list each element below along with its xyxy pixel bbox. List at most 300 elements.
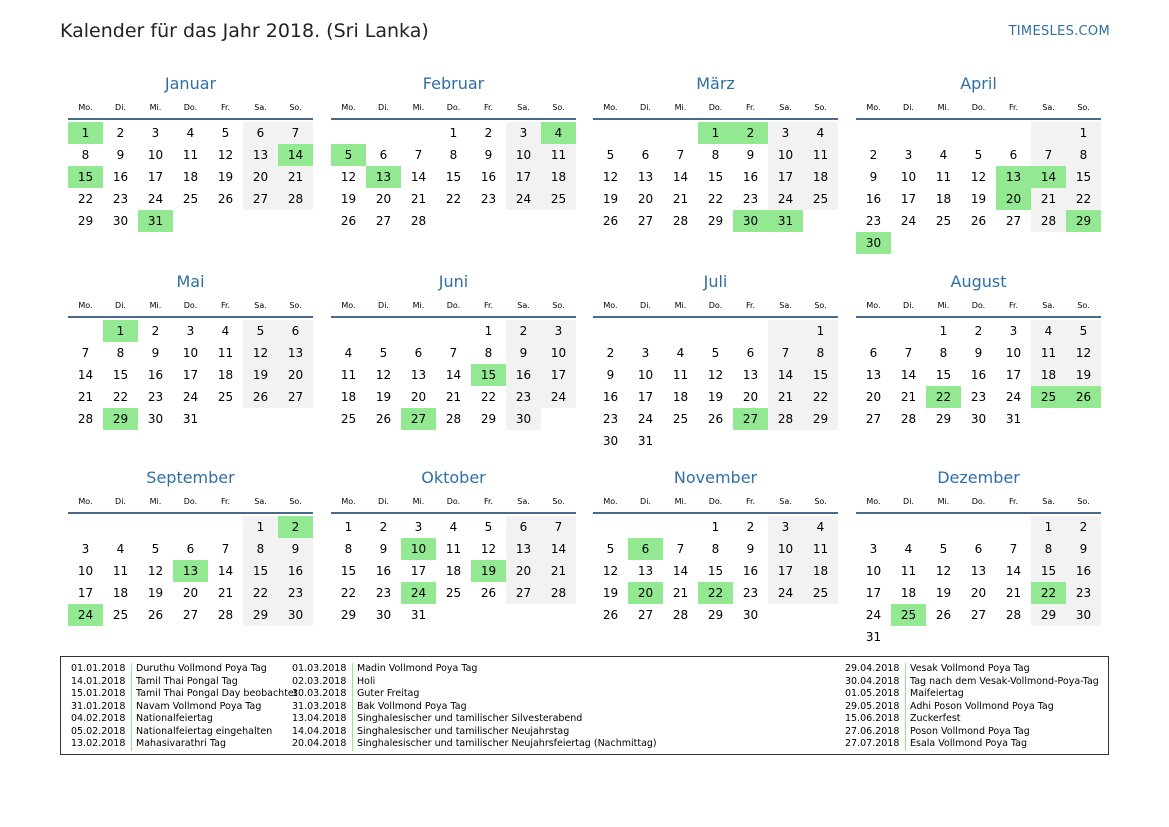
month-name: Januar: [164, 74, 217, 93]
weekday-label: So.: [289, 497, 302, 506]
day-cell: 26: [970, 214, 987, 228]
day-cell: 19: [217, 170, 234, 184]
day-cell: 20: [865, 390, 882, 404]
day-cell: 4: [1031, 320, 1066, 342]
month-block: [68, 72, 313, 232]
weekday-label: Sa.: [517, 301, 530, 310]
holiday-date: 01.03.2018: [292, 663, 347, 674]
day-cell: 25: [672, 412, 689, 426]
day-cell: 19: [1066, 364, 1101, 386]
empty-cell: [138, 516, 173, 538]
weekday-label: Mi.: [149, 301, 162, 310]
holiday-row: [845, 726, 1099, 739]
day-cell: 10: [541, 342, 576, 364]
day-cell: 23: [1066, 582, 1101, 604]
day-cell: 20: [278, 364, 313, 386]
day-cell: 23: [480, 192, 497, 206]
weekday-label: Sa.: [517, 497, 530, 506]
day-cell: 12: [147, 564, 164, 578]
page-title: Kalender für das Jahr 2018. (Sri Lanka): [60, 20, 429, 42]
day-cell: 9: [606, 368, 615, 382]
weekday-label: Mo.: [341, 103, 356, 112]
day-cell: 13: [506, 538, 541, 560]
day-cell: 2: [151, 324, 160, 338]
day-cell: 5: [484, 520, 493, 534]
weekday-label: Di.: [378, 301, 389, 310]
day-cell: 4: [449, 520, 458, 534]
weekday-label: Mo.: [866, 301, 881, 310]
day-cell: 28: [541, 582, 576, 604]
day-cell: 6: [278, 320, 313, 342]
weekday-label: Mo.: [866, 497, 881, 506]
holiday-date: 15.01.2018: [71, 688, 126, 699]
weekday-label: Do.: [971, 497, 986, 506]
holiday-name: Adhi Poson Vollmond Poya Tag: [905, 701, 1054, 714]
weekday-label: So.: [552, 497, 565, 506]
day-cell: 4: [676, 346, 685, 360]
day-cell: 5: [243, 320, 278, 342]
weekday-label: So.: [814, 301, 827, 310]
weekday-label: Fr.: [220, 497, 231, 506]
holiday-name: Mahasivarathri Tag: [131, 738, 226, 751]
day-cell: 26: [147, 608, 164, 622]
day-cell: 8: [116, 346, 125, 360]
weekday-label: Sa.: [779, 301, 792, 310]
header-rule: [593, 118, 838, 120]
day-cell: 8: [1031, 538, 1066, 560]
holiday-row: [71, 676, 298, 689]
day-grid: [856, 516, 1101, 648]
empty-cell: [593, 320, 628, 342]
month-block: [331, 72, 576, 232]
weekday-label: Di.: [115, 103, 126, 112]
day-cell: 3: [768, 122, 803, 144]
day-cell: 15: [1031, 560, 1066, 582]
day-cell: 27: [506, 582, 541, 604]
empty-cell: [856, 516, 891, 538]
holiday-day-cell: 2: [733, 122, 768, 144]
day-cell: 22: [77, 192, 94, 206]
weekday-label: Fr.: [745, 301, 756, 310]
day-cell: 10: [768, 538, 803, 560]
holiday-day-cell: 1: [68, 122, 103, 144]
weekday-label: Sa.: [1042, 301, 1055, 310]
holiday-name: Tamil Thai Pongal Tag: [131, 676, 238, 689]
day-cell: 17: [147, 170, 164, 184]
day-cell: 29: [340, 608, 357, 622]
day-cell: 18: [900, 586, 917, 600]
day-cell: 10: [637, 368, 654, 382]
day-cell: 5: [939, 542, 948, 556]
day-cell: 23: [375, 586, 392, 600]
holiday-name: Maifeiertag: [905, 688, 964, 701]
empty-cell: [103, 516, 138, 538]
empty-cell: [663, 122, 698, 144]
day-cell: 29: [707, 608, 724, 622]
day-cell: 11: [340, 368, 357, 382]
day-cell: 19: [707, 390, 724, 404]
holiday-day-cell: 31: [138, 210, 173, 232]
month-name: Juni: [438, 272, 469, 291]
empty-cell: [331, 320, 366, 342]
day-cell: 10: [1005, 346, 1022, 360]
day-grid: [856, 122, 1101, 254]
weekday-header: [331, 494, 576, 510]
holiday-column-3: [845, 663, 1099, 751]
day-cell: 28: [900, 412, 917, 426]
weekday-label: Mo.: [866, 103, 881, 112]
day-cell: 21: [672, 192, 689, 206]
day-cell: 12: [217, 148, 234, 162]
day-cell: 31: [410, 608, 427, 622]
day-cell: 26: [217, 192, 234, 206]
day-cell: 27: [278, 386, 313, 408]
day-cell: 11: [900, 564, 917, 578]
holiday-name: Singhalesischer und tamilischer Neujahrstag: [352, 726, 569, 739]
day-cell: 25: [112, 608, 129, 622]
day-cell: 25: [182, 192, 199, 206]
holiday-day-cell: 15: [68, 166, 103, 188]
day-cell: 14: [541, 538, 576, 560]
day-cell: 16: [602, 390, 619, 404]
day-cell: 11: [672, 368, 689, 382]
holiday-day-cell: 13: [996, 166, 1031, 188]
day-cell: 17: [768, 560, 803, 582]
holiday-day-cell: 31: [768, 210, 803, 232]
holiday-day-cell: 6: [628, 538, 663, 560]
day-cell: 11: [217, 346, 234, 360]
day-cell: 28: [672, 214, 689, 228]
empty-cell: [401, 122, 436, 144]
empty-cell: [891, 122, 926, 144]
holiday-date: 04.02.2018: [71, 713, 126, 724]
day-cell: 8: [711, 542, 720, 556]
day-cell: 10: [768, 144, 803, 166]
empty-cell: [366, 122, 401, 144]
day-cell: 17: [506, 166, 541, 188]
day-cell: 23: [865, 214, 882, 228]
holiday-name: Tag nach dem Vesak-Vollmond-Poya-Tag: [905, 676, 1099, 689]
holiday-day-cell: 20: [996, 188, 1031, 210]
day-cell: 3: [151, 126, 160, 140]
weekday-label: So.: [552, 103, 565, 112]
day-cell: 17: [865, 586, 882, 600]
weekday-label: Mi.: [149, 497, 162, 506]
weekday-label: Sa.: [517, 103, 530, 112]
weekday-label: Di.: [640, 301, 651, 310]
day-cell: 10: [147, 148, 164, 162]
holiday-day-cell: 22: [926, 386, 961, 408]
day-cell: 18: [803, 560, 838, 582]
day-cell: 15: [1066, 166, 1101, 188]
month-block: [856, 466, 1101, 648]
day-cell: 25: [803, 582, 838, 604]
day-cell: 21: [541, 560, 576, 582]
day-cell: 20: [970, 586, 987, 600]
day-cell: 18: [803, 166, 838, 188]
day-cell: 13: [970, 564, 987, 578]
day-cell: 16: [112, 170, 129, 184]
day-cell: 4: [344, 346, 353, 360]
weekday-label: Fr.: [1008, 301, 1019, 310]
day-cell: 2: [746, 520, 755, 534]
holiday-day-cell: 26: [1066, 386, 1101, 408]
day-cell: 7: [1031, 144, 1066, 166]
day-cell: 5: [606, 148, 615, 162]
holiday-date: 31.03.2018: [292, 700, 347, 712]
empty-cell: [891, 320, 926, 342]
header-rule: [593, 316, 838, 318]
day-cell: 11: [803, 538, 838, 560]
weekday-label: Mi.: [937, 497, 950, 506]
header-rule: [331, 118, 576, 120]
weekday-label: Sa.: [779, 497, 792, 506]
holiday-row: [71, 726, 298, 739]
day-cell: 18: [340, 390, 357, 404]
day-cell: 18: [672, 390, 689, 404]
empty-cell: [891, 516, 926, 538]
day-cell: 6: [186, 542, 195, 556]
weekday-label: Mi.: [674, 301, 687, 310]
day-cell: 30: [506, 408, 541, 430]
holiday-day-cell: 15: [471, 364, 506, 386]
day-cell: 14: [217, 564, 234, 578]
holiday-name: Holi: [352, 676, 375, 689]
weekday-label: Fr.: [483, 497, 494, 506]
holiday-row: [845, 688, 1099, 701]
month-block: [593, 270, 838, 452]
header-rule: [856, 316, 1101, 318]
day-cell: 24: [900, 214, 917, 228]
holiday-row: [845, 676, 1099, 689]
weekday-label: Mo.: [603, 301, 618, 310]
day-cell: 17: [1005, 368, 1022, 382]
holiday-day-cell: 29: [103, 408, 138, 430]
day-cell: 27: [637, 608, 654, 622]
holiday-name: Zuckerfest: [905, 713, 961, 726]
weekday-label: Mo.: [78, 103, 93, 112]
empty-cell: [926, 122, 961, 144]
holiday-name: Vesak Vollmond Poya Tag: [905, 663, 1030, 676]
day-cell: 18: [541, 166, 576, 188]
empty-cell: [68, 320, 103, 342]
weekday-label: Mi.: [149, 103, 162, 112]
day-cell: 2: [869, 148, 878, 162]
weekday-label: Sa.: [779, 103, 792, 112]
day-cell: 21: [768, 386, 803, 408]
day-cell: 30: [278, 604, 313, 626]
empty-cell: [926, 516, 961, 538]
day-cell: 18: [1031, 364, 1066, 386]
day-cell: 26: [707, 412, 724, 426]
weekday-label: Mi.: [412, 497, 425, 506]
day-grid: [331, 122, 576, 232]
header-rule: [856, 512, 1101, 514]
day-cell: 9: [151, 346, 160, 360]
weekday-label: Mo.: [78, 301, 93, 310]
weekday-label: Di.: [903, 103, 914, 112]
empty-cell: [663, 320, 698, 342]
day-cell: 4: [186, 126, 195, 140]
holiday-day-cell: 1: [103, 320, 138, 342]
header-rule: [331, 512, 576, 514]
holiday-day-cell: 13: [366, 166, 401, 188]
day-cell: 1: [711, 520, 720, 534]
weekday-label: Sa.: [254, 103, 267, 112]
holiday-name: Singhalesischer und tamilischer Silvesterabend: [352, 713, 582, 726]
holiday-day-cell: 5: [331, 144, 366, 166]
day-cell: 21: [900, 390, 917, 404]
day-cell: 2: [606, 346, 615, 360]
day-cell: 7: [904, 346, 913, 360]
month-block: [856, 270, 1101, 430]
day-cell: 7: [1009, 542, 1018, 556]
weekday-label: Di.: [115, 301, 126, 310]
holiday-name: Duruthu Vollmond Poya Tag: [131, 663, 267, 676]
weekday-header: [593, 494, 838, 510]
day-cell: 18: [935, 192, 952, 206]
weekday-header: [331, 298, 576, 314]
day-cell: 24: [1005, 390, 1022, 404]
month-name: Mai: [176, 272, 205, 291]
day-cell: 17: [77, 586, 94, 600]
day-cell: 24: [147, 192, 164, 206]
weekday-label: So.: [1077, 497, 1090, 506]
day-cell: 12: [935, 564, 952, 578]
holiday-column-1: [71, 663, 298, 751]
day-cell: 15: [112, 368, 129, 382]
holiday-day-cell: 24: [401, 582, 436, 604]
weekday-label: Do.: [446, 497, 461, 506]
day-grid: [68, 122, 313, 232]
day-cell: 6: [414, 346, 423, 360]
day-cell: 2: [1066, 516, 1101, 538]
day-cell: 27: [1005, 214, 1022, 228]
holiday-day-cell: 24: [68, 604, 103, 626]
weekday-label: Fr.: [483, 301, 494, 310]
day-cell: 6: [243, 122, 278, 144]
holiday-date: 01.05.2018: [845, 688, 900, 699]
day-cell: 9: [278, 538, 313, 560]
day-cell: 19: [935, 586, 952, 600]
day-cell: 29: [243, 604, 278, 626]
day-cell: 21: [445, 390, 462, 404]
empty-cell: [628, 516, 663, 538]
day-cell: 30: [147, 412, 164, 426]
day-cell: 24: [768, 582, 803, 604]
day-cell: 10: [900, 170, 917, 184]
day-cell: 17: [768, 166, 803, 188]
empty-cell: [366, 320, 401, 342]
day-cell: 4: [221, 324, 230, 338]
month-name: September: [146, 468, 235, 487]
holiday-day-cell: 10: [401, 538, 436, 560]
day-cell: 25: [340, 412, 357, 426]
day-cell: 30: [742, 608, 759, 622]
day-cell: 29: [707, 214, 724, 228]
day-cell: 7: [278, 122, 313, 144]
day-cell: 23: [742, 586, 759, 600]
holiday-date: 01.01.2018: [71, 663, 126, 674]
empty-cell: [856, 122, 891, 144]
day-cell: 5: [151, 542, 160, 556]
day-cell: 21: [410, 192, 427, 206]
day-cell: 1: [243, 516, 278, 538]
day-cell: 4: [803, 122, 838, 144]
holiday-date: 31.01.2018: [71, 700, 126, 712]
holiday-date: 30.04.2018: [845, 675, 900, 687]
day-cell: 5: [1066, 320, 1101, 342]
weekday-label: Fr.: [220, 103, 231, 112]
day-cell: 24: [865, 608, 882, 622]
day-cell: 1: [1066, 122, 1101, 144]
day-cell: 9: [379, 542, 388, 556]
day-cell: 26: [340, 214, 357, 228]
holiday-day-cell: 22: [1031, 582, 1066, 604]
day-cell: 2: [116, 126, 125, 140]
day-cell: 21: [77, 390, 94, 404]
month-block: [331, 270, 576, 430]
day-cell: 15: [803, 364, 838, 386]
day-cell: 27: [182, 608, 199, 622]
day-cell: 3: [1009, 324, 1018, 338]
day-cell: 5: [711, 346, 720, 360]
day-cell: 22: [803, 386, 838, 408]
day-grid: [68, 516, 313, 626]
day-cell: 6: [1009, 148, 1018, 162]
day-grid: [593, 516, 838, 626]
weekday-label: Sa.: [254, 497, 267, 506]
day-cell: 12: [243, 342, 278, 364]
holiday-day-cell: 27: [401, 408, 436, 430]
weekday-label: Mi.: [674, 103, 687, 112]
day-cell: 6: [379, 148, 388, 162]
day-cell: 2: [484, 126, 493, 140]
day-cell: 10: [506, 144, 541, 166]
day-cell: 2: [974, 324, 983, 338]
brand-link[interactable]: TIMESLES.COM: [1008, 24, 1110, 39]
month-block: [68, 270, 313, 430]
day-cell: 14: [900, 368, 917, 382]
empty-cell: [856, 320, 891, 342]
day-cell: 3: [506, 122, 541, 144]
empty-cell: [768, 320, 803, 342]
day-cell: 22: [445, 192, 462, 206]
weekday-label: Fr.: [1008, 103, 1019, 112]
day-cell: 20: [506, 560, 541, 582]
weekday-header: [68, 494, 313, 510]
weekday-label: Sa.: [1042, 103, 1055, 112]
day-cell: 1: [803, 320, 838, 342]
header-rule: [68, 316, 313, 318]
day-cell: 14: [77, 368, 94, 382]
weekday-label: Mi.: [937, 103, 950, 112]
header-rule: [331, 316, 576, 318]
weekday-label: Mo.: [341, 497, 356, 506]
day-cell: 5: [974, 148, 983, 162]
day-cell: 26: [243, 386, 278, 408]
day-cell: 22: [480, 390, 497, 404]
day-cell: 20: [410, 390, 427, 404]
day-cell: 26: [602, 608, 619, 622]
weekday-label: Do.: [971, 103, 986, 112]
weekday-label: Sa.: [254, 301, 267, 310]
day-cell: 26: [375, 412, 392, 426]
weekday-label: Do.: [183, 103, 198, 112]
holiday-date: 02.03.2018: [292, 675, 347, 687]
day-cell: 12: [375, 368, 392, 382]
day-cell: 16: [147, 368, 164, 382]
